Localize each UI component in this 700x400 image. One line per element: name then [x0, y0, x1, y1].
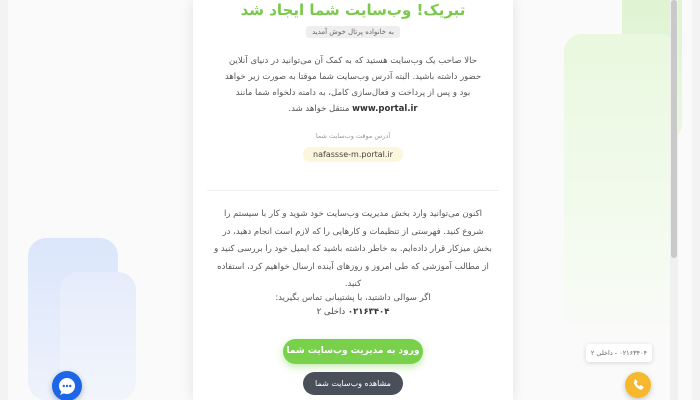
scrollbar[interactable] — [670, 0, 678, 400]
phone-number: ۰۲۱۶۳۴۰۴ — [347, 307, 390, 317]
support-text: اگر سوالی داشتید، با پشتیبانی تماس بگیرید: — [275, 293, 431, 303]
welcome-badge: به خانواده پرتال خوش آمدید — [306, 26, 400, 38]
divider — [207, 190, 499, 191]
temp-url: nafassse-m.portal.ir — [303, 147, 403, 162]
intro-paragraph — [219, 53, 487, 117]
phone-icon — [625, 372, 651, 398]
phone-extension: داخلی ۲ — [316, 307, 346, 317]
chat-bubble-icon — [52, 371, 82, 400]
view-website-button[interactable]: مشاهده وب‌سایت شما — [303, 372, 403, 395]
page-title: تبریک! وب‌سایت شما ایجاد شد — [240, 1, 466, 19]
decorative-shape — [564, 34, 678, 334]
admin-login-button[interactable]: ورود به مدیریت وب‌سایت شما — [283, 339, 423, 364]
chat-button[interactable] — [52, 371, 82, 400]
intro-text: حالا صاحب یک وب‌سایت هستید که به کمک آن می‌توانید در دنیای آنلاین حضور داشته باشید. البته آدرس وب‌سایت شما موقتا به صورت زیر خواهد بود و پس از پرداخت و فعال‌سازی کامل، به دامنه دلخواه شما مانند — [224, 56, 482, 98]
call-button[interactable] — [625, 372, 651, 398]
temp-url-label: آدرس موقت وب‌سایت شما — [315, 132, 391, 140]
instructions-paragraph: اکنون می‌توانید وارد بخش مدیریت وب‌سایت خود شوید و کار با سیستم را شروع کنید. فهرستی از تنظیمات و کارهایی را که لازم است انجام دهید، در بخش میزکار قرار داده‌ایم. به خاطر داشته باشید که ایمیل خود را بررسی کنید و از مطالب آموزشی که طی امروز و روزهای آینده ارسال خواهیم کرد، استفاده کنید. — [214, 209, 492, 289]
page-background — [8, 0, 692, 400]
support-phone — [193, 307, 513, 317]
intro-text-end: منتقل خواهد شد. — [288, 104, 350, 114]
success-card — [193, 0, 513, 400]
phone-tooltip: ۰۲۱۶۳۴۰۴ - داخلی ۲ — [586, 344, 652, 362]
scrollbar-thumb[interactable] — [671, 0, 677, 258]
example-domain: www.portal.ir — [352, 104, 418, 114]
